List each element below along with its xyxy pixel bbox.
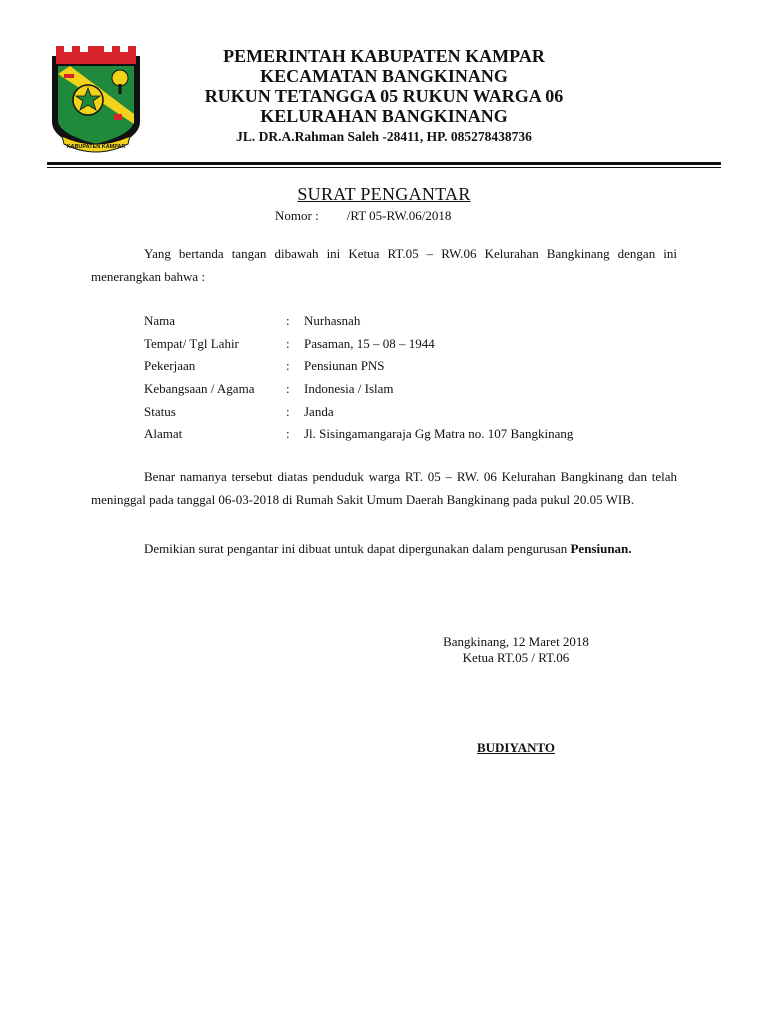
field-row (144, 423, 664, 446)
field-colon: : (286, 426, 290, 442)
document-number-label: Nomor : (275, 208, 319, 223)
field-colon: : (286, 313, 290, 328)
signature-place-date: Bangkinang, 12 Maret 2018 (443, 634, 589, 649)
field-label: Pekerjaan (144, 358, 196, 374)
signer-name: BUDIYANTO (476, 740, 556, 755)
field-value: Pensiunan PNS (304, 358, 385, 374)
statement-paragraph: Benar namanya tersebut diatas penduduk warga RT. 05 – RW. 06 Kelurahan Bangkinang dan telah meninggal pada tanggal 06-03-2018 di Rumah Sakit Umum Daerah Bangkinang pada pukul 20.05 WIB. (91, 469, 677, 507)
field-value: Jl. Sisingamangaraja Gg Matra no. 107 Bangkinang (304, 426, 574, 442)
logo-battlement (56, 46, 136, 64)
field-value: Pasaman, 15 – 08 – 1944 (304, 335, 435, 351)
field-colon: : (286, 403, 290, 419)
field-value: Nurhasnah (304, 313, 361, 328)
field-label: Kebangsaan / Agama (144, 381, 255, 397)
field-row (144, 378, 664, 401)
field-label: Tempat/ Tgl Lahir (144, 335, 239, 351)
logo-banner-text: KABUPATEN KAMPAR (66, 144, 126, 150)
field-label: Status (144, 403, 176, 419)
field-value: Indonesia / Islam (304, 381, 394, 397)
logo-tree (112, 70, 128, 86)
letterhead-address: JL. DR.A.Rahman Saleh -28411, HP. 085278438736 (236, 129, 532, 144)
field-label: Alamat (144, 426, 183, 442)
signature-block (416, 634, 616, 665)
signature-position: Ketua RT.05 / RT.06 (462, 649, 570, 665)
field-row (144, 401, 664, 424)
field-colon: : (286, 335, 290, 351)
field-row (144, 333, 664, 356)
document-title: SURAT PENGANTAR (297, 184, 471, 204)
closing-bold-text: Pensiunan. (570, 541, 632, 556)
field-row (144, 310, 664, 333)
field-label: Nama (144, 313, 176, 328)
letterhead-line-4: KELURAHAN BANGKINANG (260, 106, 508, 126)
document-number (275, 208, 451, 224)
letterhead (160, 46, 608, 148)
letterhead-line-2: KECAMATAN BANGKINANG (260, 66, 508, 86)
field-value: Janda (304, 403, 334, 419)
field-colon: : (286, 381, 290, 397)
document-number-value: /RT 05-RW.06/2018 (346, 208, 452, 223)
field-row (144, 355, 664, 378)
identity-fields (144, 310, 664, 446)
field-colon: : (286, 358, 290, 374)
closing-text: Demikian surat pengantar ini dibuat untuk dapat dipergunakan dalam pengurusan (144, 541, 568, 556)
letterhead-line-1: PEMERINTAH KABUPATEN KAMPAR (223, 46, 545, 66)
kabupaten-kampar-logo (48, 44, 144, 158)
letterhead-line-3: RUKUN TETANGGA 05 RUKUN WARGA 06 (204, 86, 564, 106)
letterhead-divider-thick (47, 162, 721, 165)
letterhead-divider-thin (47, 167, 721, 168)
intro-paragraph: Yang bertanda tangan dibawah ini Ketua RT.05 – RW.06 Kelurahan Bangkinang dengan ini menerangkan bahwa : (91, 246, 677, 284)
closing-paragraph (91, 538, 677, 561)
